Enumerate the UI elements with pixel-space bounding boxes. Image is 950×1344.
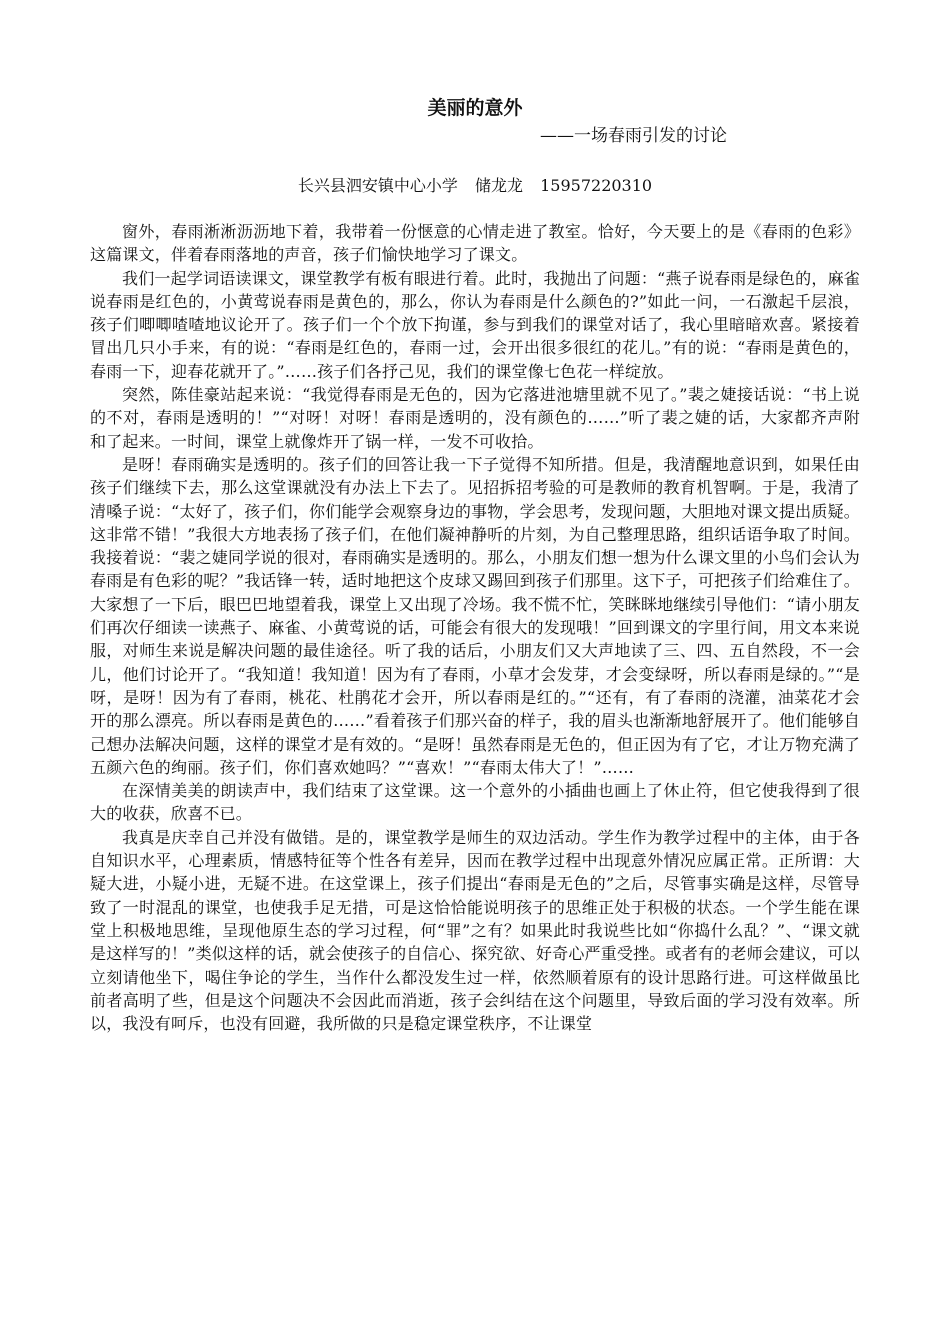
paragraph: 突然，陈佳豪站起来说：“我觉得春雨是无色的，因为它落进池塘里就不见了。”裴之婕接话说：“书上说的不对，春雨是透明的！”“对呀！对呀！春雨是透明的，没有颜色的……”听了裴之婕的话，大家都齐声附和了起来。一时间，课堂上就像炸开了锅一样，一发不可收拾。 [90, 385, 860, 451]
paragraph: 我们一起学词语读课文，课堂教学有板有眼进行着。此时，我抛出了问题：“燕子说春雨是绿色的，麻雀说春雨是红色的，小黄莺说春雨是黄色的，那么，你认为春雨是什么颜色的?”如此一问，一石激起千层浪，孩子们唧唧喳喳地议论开了。孩子们一个个放下拘谨，参与到我们的课堂对话了，我心里暗暗欢喜。紧接着冒出几只小手来，有的说：“春雨是红色的，春雨一过，会开出很多很红的花儿。”有的说：“春雨是黄色的，春雨一下，迎春花就开了。”……孩子们各抒己见，我们的课堂像七色花一样绽放。 [90, 268, 860, 381]
author-school: 长兴县泗安镇中心小学 [297, 176, 458, 195]
author-line [0, 173, 950, 199]
paragraph: 是呀！春雨确实是透明的。孩子们的回答让我一下子觉得不知所措。但是，我清醒地意识到，如果任由孩子们继续下去，那么这堂课就没有办法上下去了。见招拆招考验的可是教师的教育机智啊。于是，我清了清嗓子说：“太好了，孩子们，你们能学会观察身边的事物，学会思考，发现问题，大胆地对课文提出质疑。这非常不错！”我很大方地表扬了孩子们，在他们凝神静听的片刻，为自己整理思路，组织话语争取了时间。我接着说：“裴之婕同学说的很对，春雨确实是透明的。那么，小朋友们想一想为什么课文里的小鸟们会认为春雨是有色彩的呢？”我话锋一转，适时地把这个皮球又踢回到孩子们那里。这下子，可把孩子们给难住了。大家想了一下后，眼巴巴地望着我，课堂上又出现了冷场。我不慌不忙，笑眯眯地继续引导他们：“请小朋友们再次仔细读一读燕子、麻雀、小黄莺说的话，可能会有很大的发现哦！”回到课文的字里行间，用文本来说服，对师生来说是解决问题的最佳途径。听了我的话后，小朋友们又大声地读了三、四、五自然段，不一会儿，他们讨论开了。“我知道！我知道！因为有了春雨，小草才会发芽，才会变绿呀，所以春雨是绿的。”“是呀，是呀！因为有了春雨，桃花、杜鹃花才会开，所以春雨是红的。”“还有，有了春雨的浇灌，油菜花才会开的那么漂亮。所以春雨是黄色的……”看着孩子们那兴奋的样子，我的眉头也渐渐地舒展开了。他们能够自己想办法解决问题，这样的课堂才是有效的。“是呀！虽然春雨是无色的，但正因为有了它，才让万物充满了五颜六色的绚丽。孩子们，你们喜欢她吗？”“喜欢！”“春雨太伟大了！”…… [90, 454, 860, 777]
paragraph: 我真是庆幸自己并没有做错。是的，课堂教学是师生的双边活动。学生作为教学过程中的主体，由于各自知识水平，心理素质，情感特征等个性各有差异，因而在教学过程中出现意外情况应属正常。正所谓：大疑大进，小疑小进，无疑不进。在这堂课上，孩子们提出“春雨是无色的”之后，尽管事实确是这样，尽管导致了一时混乱的课堂，也使我手足无措，可是这恰恰能说明孩子的思维正处于积极的状态。一个学生能在课堂上积极地思维，呈现他原生态的学习过程，何“罪”之有？如果此时我说些比如“你捣什么乱？”、“课文就是这样写的！”类似这样的话，就会使孩子的自信心、探究欲、好奇心严重受挫。或者有的老师会建议，可以立刻请他坐下，喝住争论的学生，当作什么都没发生过一样，依然顺着原有的设计思路行进。可这样做虽比前者高明了些，但是这个问题决不会因此而消逝，孩子会纠结在这个问题里，导致后面的学习没有效率。所以，我没有呵斥，也没有回避，我所做的只是稳定课堂秩序，不让课堂 [90, 827, 860, 1034]
author-name: 储龙龙 [475, 176, 524, 195]
document-title: 美丽的意外 [427, 97, 523, 119]
document-body [90, 220, 860, 1035]
paragraph: 窗外，春雨淅淅沥沥地下着，我带着一份惬意的心情走进了教室。恰好，今天要上的是《春雨的色彩》这篇课文，伴着春雨落地的声音，孩子们愉快地学习了课文。 [90, 222, 860, 265]
author-phone: 15957220310 [540, 176, 653, 195]
document-subtitle: ——一场春雨引发的讨论 [540, 126, 727, 146]
paragraph: 在深情美美的朗读声中，我们结束了这堂课。这一个意外的小插曲也画上了休止符，但它使我得到了很大的收获，欣喜不已。 [90, 781, 860, 824]
